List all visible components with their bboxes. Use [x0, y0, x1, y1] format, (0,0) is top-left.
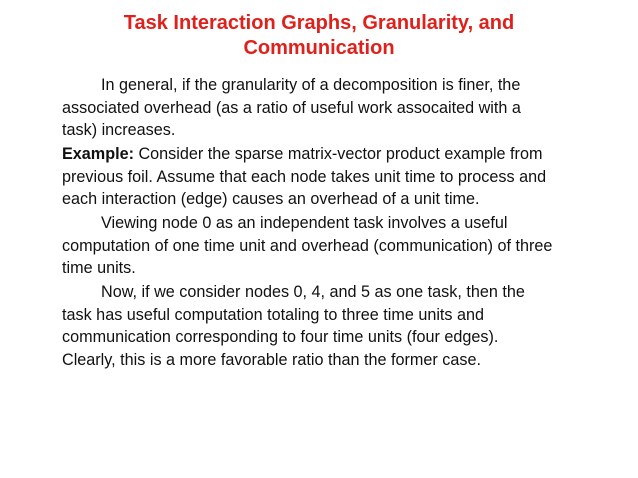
title-line-2: Communication [243, 37, 395, 59]
text-line: computation of one time unit and overhead (communication) of three [62, 236, 553, 255]
text-line: communication corresponding to four time units (four edges). [62, 328, 499, 346]
paragraph-example [62, 143, 622, 211]
text-line: time units. [62, 259, 136, 277]
example-label: Example: [62, 145, 134, 163]
paragraph-granularity [62, 74, 622, 142]
title-line-1: Task Interaction Graphs, Granularity, and [123, 12, 515, 34]
text-line: In general, if the granularity of a decomposition is finer, the [101, 76, 521, 94]
text-line: task) increases. [62, 121, 176, 139]
text-line: Now, if we consider nodes 0, 4, and 5 as one task, then the [101, 283, 525, 301]
paragraph-grouped-task [62, 281, 622, 371]
text-line: previous foil. Assume that each node takes unit time to process and [62, 167, 547, 186]
text-line: Viewing node 0 as an independent task involves a useful [101, 214, 508, 232]
text-fragment: Consider the sparse matrix-vector product example from [133, 145, 543, 163]
paragraph-node-zero [62, 212, 622, 280]
slide-body [62, 74, 622, 373]
text-line: task has useful computation totaling to three time units and [62, 305, 485, 324]
text-line: each interaction (edge) causes an overhead of a unit time. [62, 190, 480, 208]
text-line-with-label [62, 143, 622, 166]
text-line: associated overhead (as a ratio of useful work assocaited with a [62, 98, 521, 117]
text-line: Clearly, this is a more favorable ratio than the former case. [62, 350, 481, 369]
slide-title [60, 11, 578, 61]
